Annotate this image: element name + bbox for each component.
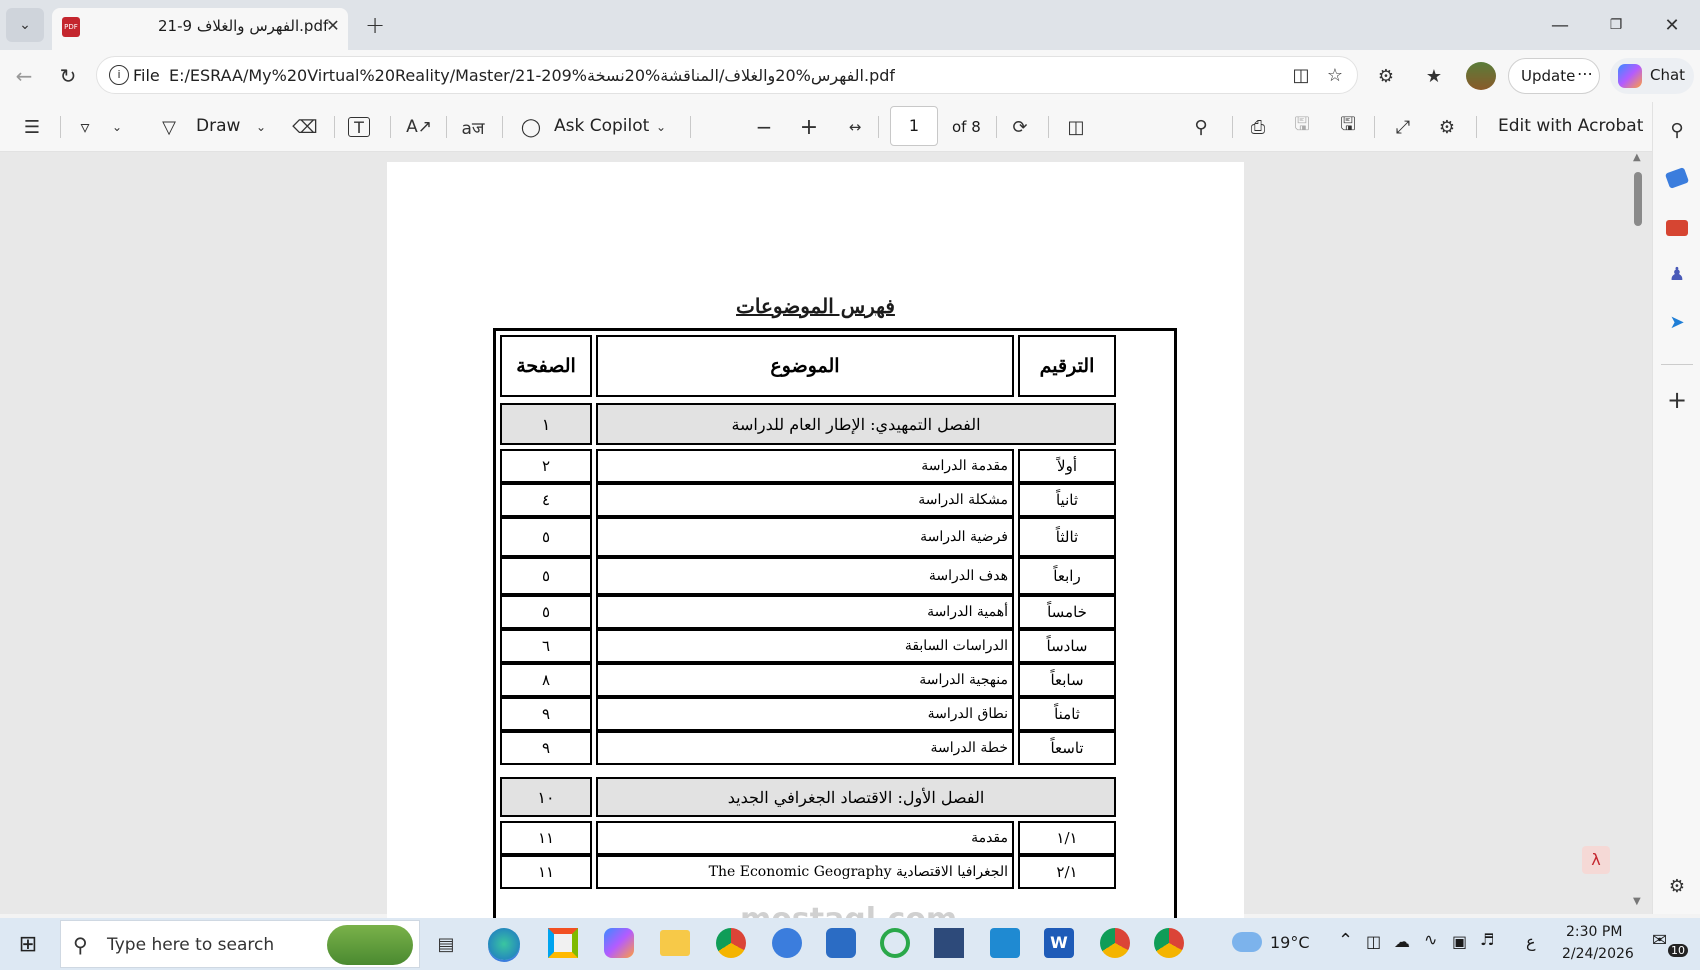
toc-page-cell: ٨ [500, 663, 592, 697]
copilot-chat-button[interactable] [1610, 58, 1694, 94]
refresh-icon[interactable]: ↻ [59, 64, 77, 88]
pdf-file-icon: PDF [62, 17, 80, 37]
toc-number-cell: ثانياً [1018, 483, 1116, 517]
toc-topic-cell: الجغرافيا الاقتصادية The Economic Geography [596, 855, 1014, 889]
toc-page-cell: ١١ [500, 821, 592, 855]
toc-topic-cell: مقدمة [596, 821, 1014, 855]
page-number-input[interactable]: 1 [890, 106, 938, 146]
chrome-app-icon[interactable] [716, 928, 746, 958]
copilot-app-icon[interactable] [604, 928, 634, 958]
header-number: الترقيم [1018, 335, 1116, 397]
search-icon[interactable]: ⚲ [1194, 116, 1208, 138]
edit-with-acrobat-button[interactable]: Edit with Acrobat [1498, 116, 1644, 136]
toc-topic-cell: نطاق الدراسة [596, 697, 1014, 731]
toc-topic-cell: الدراسات السابقة [596, 629, 1014, 663]
fullscreen-icon[interactable]: ⤢ [1395, 116, 1411, 138]
draw-dropdown-icon[interactable]: ⌄ [255, 120, 267, 134]
clock-date[interactable]: 2/24/2026 [1562, 946, 1634, 962]
task-view-icon[interactable]: ▤ [437, 933, 455, 955]
volume-icon[interactable]: ♬ [1480, 930, 1495, 949]
file-explorer-icon[interactable] [660, 930, 690, 956]
toc-page-cell: ٩ [500, 731, 592, 765]
tab-title: الفهرس والغلاف 9-21.pdf [158, 17, 329, 35]
info-icon[interactable]: i [109, 65, 129, 85]
toc-number-cell: سادساً [1018, 629, 1116, 663]
document-title: فهرس الموضوعات [736, 294, 895, 318]
toc-page-cell: ٥ [500, 557, 592, 595]
toolbox-icon[interactable] [1666, 220, 1688, 236]
address-bar-row [0, 50, 1700, 102]
url-bar[interactable] [96, 56, 1358, 94]
eraser-icon[interactable]: ⌫ [292, 116, 318, 138]
toc-page-cell: ٤ [500, 483, 592, 517]
weather-cloud-icon[interactable] [1232, 932, 1262, 952]
toc-topic-cell: خطة الدراسة [596, 731, 1014, 765]
tab-strip [0, 0, 1700, 50]
pdf-viewer[interactable] [0, 152, 1652, 914]
weather-temp[interactable]: 19°C [1270, 933, 1310, 952]
toc-page-cell: ٥ [500, 595, 592, 629]
scroll-up-icon[interactable]: ▲ [1633, 152, 1641, 163]
green-app-icon[interactable] [880, 928, 910, 958]
windows-start-icon[interactable]: ⊞ [18, 931, 38, 957]
zoom-in-icon[interactable]: + [799, 114, 819, 140]
toc-topic-cell: فرضية الدراسة [596, 517, 1014, 557]
toc-page-cell: ١١ [500, 855, 592, 889]
section-title-cell: الفصل التمهيدي: الإطار العام للدراسة [596, 403, 1116, 445]
toc-topic-cell: أهمية الدراسة [596, 595, 1014, 629]
sidebar-settings-icon[interactable]: ⚙ [1668, 875, 1686, 897]
toc-topic-cell: منهجية الدراسة [596, 663, 1014, 697]
vertical-scrollbar[interactable] [1628, 152, 1648, 914]
fit-width-icon[interactable]: ↔ [848, 118, 862, 136]
shopping-tag-icon[interactable] [1665, 167, 1689, 189]
search-highlight-image [327, 925, 413, 965]
tray-device-icon[interactable]: ◫ [1366, 932, 1382, 951]
draw-label[interactable]: Draw [196, 116, 241, 136]
language-indicator[interactable]: ع [1526, 932, 1536, 951]
close-tab-icon[interactable]: ✕ [326, 15, 340, 35]
file-scheme-label: File [133, 66, 160, 85]
page-view-icon[interactable]: ◫ [1067, 116, 1085, 138]
highlight-icon[interactable]: ▿ [80, 116, 90, 138]
send-icon[interactable]: ➤ [1669, 311, 1685, 333]
paint-app-icon[interactable] [772, 928, 802, 958]
chrome-profile2-icon[interactable] [1154, 928, 1184, 958]
add-sidebar-app-icon[interactable]: + [1666, 386, 1688, 414]
print-icon[interactable]: ⎙ [1250, 116, 1266, 138]
sidebar-search-icon[interactable]: ⚲ [1670, 119, 1684, 141]
profile-avatar[interactable] [1466, 62, 1496, 90]
new-tab-button[interactable]: + [364, 11, 386, 39]
word-app-icon[interactable]: W [1044, 928, 1074, 958]
translate-icon[interactable]: aज [461, 118, 485, 139]
clock-time[interactable]: 2:30 PM [1566, 924, 1623, 940]
contents-table [493, 328, 1177, 928]
chevron-down-icon: ⌄ [19, 17, 31, 33]
extensions-icon[interactable]: ⚙ [1377, 65, 1395, 87]
pdf-toolbar [0, 102, 1700, 152]
tab-list-button[interactable] [6, 8, 44, 42]
url-text[interactable]: E:/ESRAA/My%20Virtual%20Reality/Master/21-209%الفهرس%20والغلاف/المناقشة%20نسخة.pdf [169, 66, 896, 85]
toc-topic-cell: مشكلة الدراسة [596, 483, 1014, 517]
toc-number-cell: ثامناً [1018, 697, 1116, 731]
notifications-icon[interactable]: ✉ [1652, 930, 1668, 951]
taskbar-search-box[interactable] [60, 920, 420, 968]
toc-number-cell: أولاً [1018, 449, 1116, 483]
close-window-icon[interactable]: ✕ [1664, 14, 1680, 36]
save-icon[interactable]: 🖫 [1294, 114, 1310, 135]
update-button[interactable] [1508, 58, 1600, 94]
chat-label: Chat [1650, 66, 1686, 84]
settings-gear-icon[interactable]: ⚙ [1438, 116, 1456, 138]
copilot-outline-icon[interactable]: ◯ [520, 116, 542, 138]
contents-list-icon[interactable]: ☰ [23, 116, 41, 138]
toc-number-cell: سابعاً [1018, 663, 1116, 697]
ask-copilot-dropdown-icon[interactable]: ⌄ [655, 120, 667, 134]
taskbar [0, 918, 1700, 970]
draw-pen-icon[interactable]: ▽ [162, 116, 176, 138]
read-aloud-icon[interactable]: A↗ [406, 117, 432, 137]
scroll-down-icon[interactable]: ▼ [1633, 896, 1641, 907]
toc-page-cell: ٥ [500, 517, 592, 557]
section-title-cell: الفصل الأول: الاقتصاد الجغرافي الجديد [596, 777, 1116, 817]
chrome-profile-icon[interactable] [1100, 928, 1130, 958]
tab-active[interactable] [52, 8, 348, 50]
toc-page-cell: ٢ [500, 449, 592, 483]
vscode-app-icon[interactable] [990, 928, 1020, 958]
restore-icon[interactable]: ❐ [1609, 17, 1623, 33]
notification-count[interactable]: 10 [1668, 944, 1688, 957]
photos-app-icon[interactable] [826, 928, 856, 958]
store-app-icon[interactable] [548, 928, 578, 958]
favorites-icon[interactable]: ★ [1425, 65, 1443, 87]
copilot-icon [1618, 64, 1642, 88]
toc-number-cell: تاسعاً [1018, 731, 1116, 765]
acrobat-float-icon[interactable]: λ [1582, 846, 1610, 874]
minimize-icon[interactable]: — [1551, 14, 1569, 36]
save-as-icon[interactable]: 🖫 [1340, 114, 1356, 135]
taskbar-search-placeholder: Type here to search [107, 935, 275, 955]
toc-number-cell: رابعاً [1018, 557, 1116, 595]
tray-chevron-icon[interactable]: ⌃ [1338, 930, 1354, 951]
header-page: الصفحة [500, 335, 592, 397]
zoom-out-icon[interactable]: − [755, 115, 773, 139]
highlight-dropdown-icon[interactable]: ⌄ [111, 120, 123, 134]
section-page-cell: ١ [500, 403, 592, 445]
ask-copilot-label[interactable]: Ask Copilot [554, 116, 650, 136]
toc-topic-cell: هدف الدراسة [596, 557, 1014, 595]
header-topic: الموضوع [596, 335, 1014, 397]
toc-page-cell: ٦ [500, 629, 592, 663]
page-count-label: of 8 [952, 118, 981, 136]
pdf-page [387, 162, 1244, 922]
toc-number-cell: ٢/١ [1018, 855, 1116, 889]
update-label: Update [1521, 67, 1576, 85]
search-magnifier-icon: ⚲ [73, 933, 88, 957]
scroll-thumb[interactable] [1634, 172, 1642, 226]
tray-cloud-icon[interactable]: ☁ [1394, 932, 1410, 951]
battery-icon[interactable]: ▣ [1452, 932, 1468, 951]
sidebar-rail [1652, 102, 1700, 914]
toc-number-cell: خامساً [1018, 595, 1116, 629]
reader-mode-icon[interactable]: ◫ [1292, 64, 1310, 86]
back-arrow-icon[interactable]: ← [15, 64, 33, 88]
rotate-icon[interactable]: ⟳ [1012, 116, 1028, 138]
toc-page-cell: ٩ [500, 697, 592, 731]
text-box-icon[interactable]: T [348, 117, 370, 137]
dev-tool-icon[interactable] [934, 928, 964, 958]
favorite-star-icon[interactable]: ☆ [1326, 64, 1344, 86]
more-dots-icon: ⋯ [1577, 64, 1593, 83]
wifi-icon[interactable]: ∿ [1424, 930, 1438, 949]
toc-number-cell: ثالثاً [1018, 517, 1116, 557]
section-page-cell: ١٠ [500, 777, 592, 817]
games-icon[interactable]: ♟ [1668, 263, 1686, 285]
toc-number-cell: ١/١ [1018, 821, 1116, 855]
edge-app-icon[interactable] [488, 928, 520, 960]
toc-topic-cell: مقدمة الدراسة [596, 449, 1014, 483]
